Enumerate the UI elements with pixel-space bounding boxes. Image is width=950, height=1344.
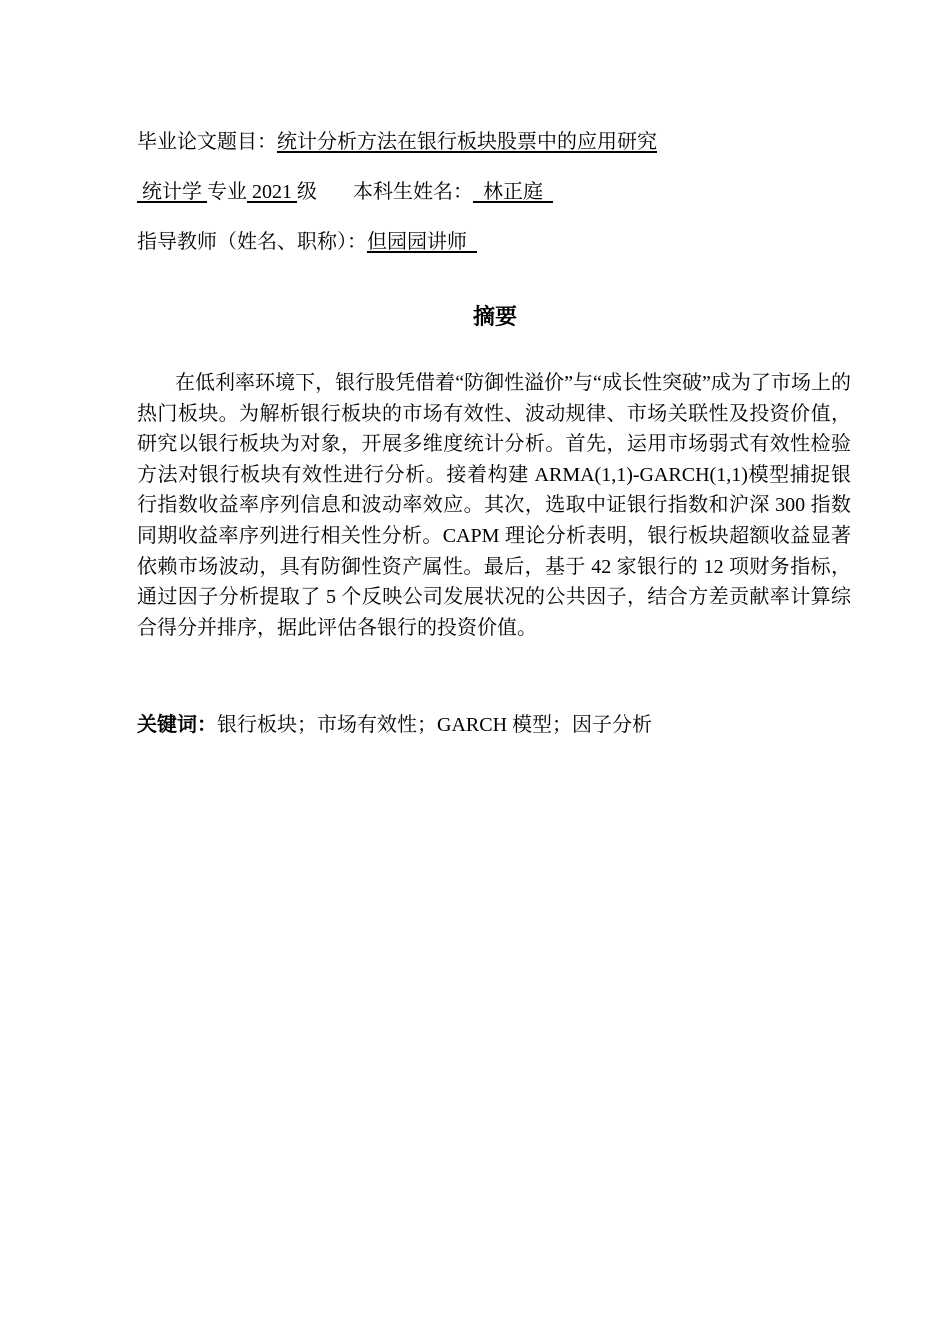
thesis-title-label: 毕业论文题目：: [137, 131, 277, 153]
student-label: 本科生姓名：: [353, 181, 473, 203]
major-value: 统计学: [137, 181, 207, 203]
keywords-text: 银行板块；市场有效性；GARCH 模型；因子分析: [217, 714, 653, 736]
student-name: 林正庭: [473, 181, 553, 203]
keywords-line: [137, 713, 652, 737]
grade-value: 2021: [247, 181, 297, 203]
thesis-title: 统计分析方法在银行板块股票中的应用研究: [277, 131, 657, 153]
abstract-heading: 摘要: [472, 304, 517, 329]
thesis-title-line: [137, 130, 657, 154]
keywords-label: 关键词：: [137, 714, 217, 736]
major-label: 专业: [207, 181, 247, 203]
advisor-line: [137, 230, 477, 254]
advisor-label: 指导教师（姓名、职称）：: [137, 231, 367, 253]
major-line: [137, 180, 553, 204]
advisor-value: 但园园讲师: [367, 231, 477, 253]
abstract-body: 在低利率环境下，银行股凭借着“防御性溢价”与“成长性突破”成为了市场上的热门板块。为解析银行板块的市场有效性、波动规律、市场关联性及投资价值，研究以银行板块为对象，开展多维度统计分析。首先，运用市场弱式有效性检验方法对银行板块有效性进行分析。接着构建 ARMA(1,1)-GARCH(1,1)模型捕捉银行指数收益率序列信息和波动率效应。其次，选取中证银行指数和沪深 300 指数同期收益率序列进行相关性分析。CAPM 理论分析表明，银行板块超额收益显著依赖市场波动，具有防御性资产属性。最后，基于 42 家银行的 12 项财务指标，通过因子分析提取了 5 个反映公司发展状况的公共因子，结合方差贡献率计算综合得分并排序，据此评估各银行的投资价值。: [137, 372, 851, 639]
grade-label: 级: [297, 181, 317, 203]
